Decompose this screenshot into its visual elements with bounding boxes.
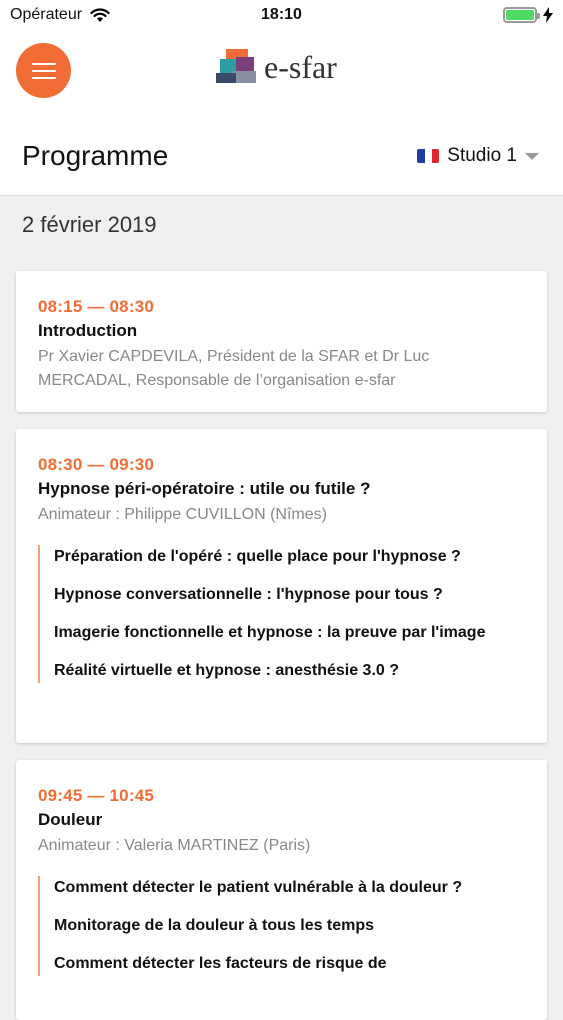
session-time: 08:30 — 09:30 bbox=[38, 455, 155, 474]
page-title: Programme bbox=[22, 140, 169, 171]
session-time: 09:45 — 10:45 bbox=[38, 786, 155, 805]
logo-text: e-sfar bbox=[264, 48, 337, 85]
studio-label: Studio 1 bbox=[447, 145, 517, 166]
status-right bbox=[503, 7, 553, 23]
session-subtitle: Animateur : Valeria MARTINEZ (Paris) bbox=[38, 837, 311, 854]
status-left bbox=[10, 6, 110, 24]
session-card[interactable] bbox=[16, 760, 547, 1020]
french-flag-icon bbox=[417, 149, 439, 163]
logo-cube-icon bbox=[214, 47, 260, 87]
battery-icon bbox=[503, 7, 537, 23]
wifi-icon bbox=[90, 8, 110, 23]
talk-item[interactable]: Comment détecter le patient vulnérable à la douleur ? bbox=[54, 879, 463, 896]
page-header bbox=[0, 120, 563, 196]
talk-item[interactable]: Réalité virtuelle et hypnose : anesthésie 3.0 ? bbox=[54, 662, 400, 679]
status-bar bbox=[0, 0, 563, 30]
talk-list bbox=[38, 545, 525, 683]
hamburger-icon-line bbox=[32, 77, 56, 79]
hamburger-icon-line bbox=[32, 63, 56, 65]
talk-list bbox=[38, 876, 525, 976]
charging-icon bbox=[543, 7, 553, 23]
session-title: Douleur bbox=[38, 810, 103, 829]
session-subtitle: Pr Xavier CAPDEVILA, Président de la SFAR et Dr Luc MERCADAL, Responsable de l’organisation e-sfar bbox=[38, 348, 430, 389]
studio-selector[interactable] bbox=[417, 145, 539, 167]
logo bbox=[214, 47, 337, 87]
talk-item[interactable]: Comment détecter les facteurs de risque de bbox=[54, 955, 387, 972]
chevron-down-icon bbox=[525, 153, 539, 160]
session-time: 08:15 — 08:30 bbox=[38, 297, 155, 316]
talk-item[interactable]: Hypnose conversationnelle : l'hypnose pour tous ? bbox=[54, 586, 443, 603]
talk-item[interactable]: Imagerie fonctionnelle et hypnose : la preuve par l'image bbox=[54, 624, 486, 641]
session-title: Hypnose péri-opératoire : utile ou futile ? bbox=[38, 479, 371, 498]
hamburger-icon-line bbox=[32, 70, 56, 72]
session-card[interactable] bbox=[16, 271, 547, 412]
talk-item[interactable]: Préparation de l'opéré : quelle place pour l'hypnose ? bbox=[54, 548, 461, 565]
carrier-label: Opérateur bbox=[10, 6, 83, 23]
session-subtitle: Animateur : Philippe CUVILLON (Nîmes) bbox=[38, 506, 327, 523]
status-time: 18:10 bbox=[261, 6, 302, 23]
menu-button[interactable] bbox=[16, 43, 71, 98]
talk-item[interactable]: Monitorage de la douleur à tous les temps bbox=[54, 917, 375, 934]
date-label: 2 février 2019 bbox=[22, 212, 157, 237]
session-card[interactable] bbox=[16, 429, 547, 743]
session-title: Introduction bbox=[38, 321, 138, 340]
top-bar bbox=[0, 30, 563, 120]
